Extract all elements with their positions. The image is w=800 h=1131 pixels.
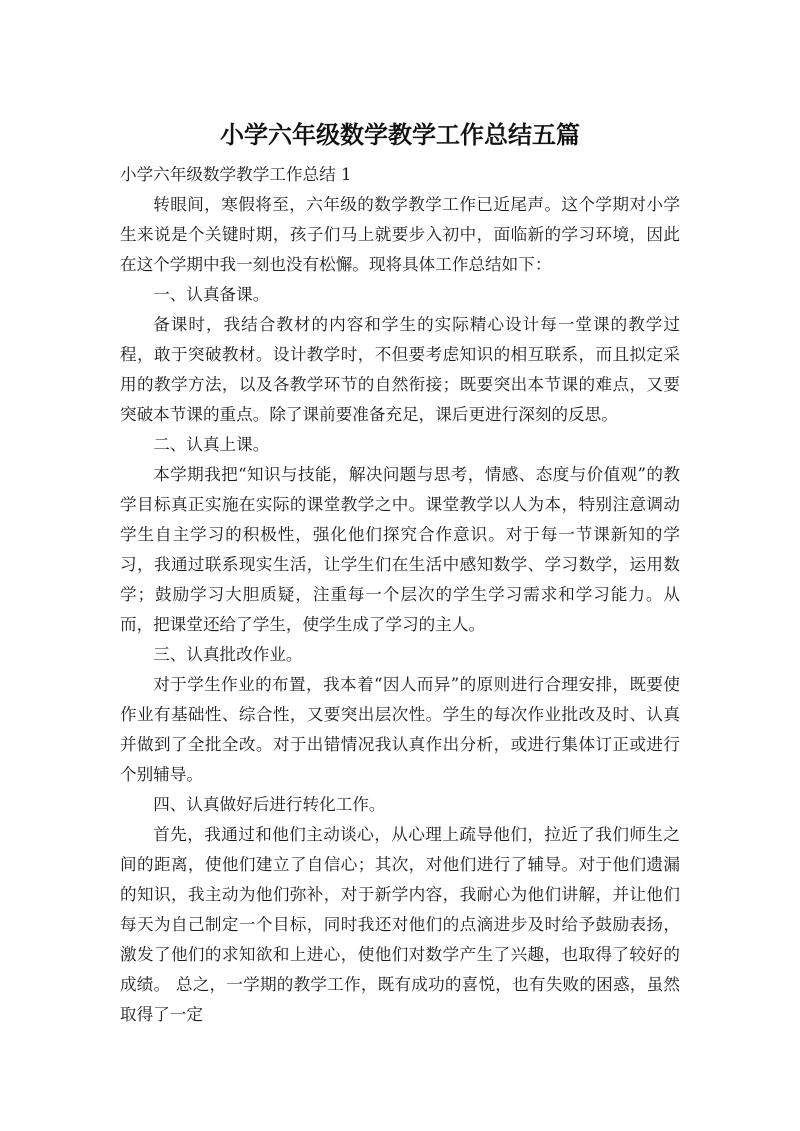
document-title: 小学六年级数学教学工作总结五篇 [220,121,580,149]
section-heading-summary-1: 小学六年级数学教学工作总结 1 [120,165,352,184]
paragraph-homework: 对于学生作业的布置，我本着“因人而异”的原则进行合理安排，既要使作业有基础性、综合性，又要突出层次性。学生的每次作业批改及时、认真并做到了全批全改。对于出错情况我认真作出分析，或进行集体订正或进行个别辅导。 [120,675,680,784]
paragraph-teaching: 本学期我把“知识与技能，解决问题与思考，情感、态度与价值观”的教学目标真正实施在实际的课堂教学之中。课堂教学以人为本，特别注意调动学生自主学习的积极性，强化他们探究合作意识。对于每一节课新知的学习，我通过联系现实生活，让学生们在生活中感知数学、学习数学，运用数学；鼓励学习大胆质疑，注重每一个层次的学生学习需求和学习能力。从而，把课堂还给了学生，使学生成了学习的主人。 [120,465,680,634]
heading-tutoring: 四、认真做好后进行转化工作。 [153,795,386,814]
heading-homework: 三、认真批改作业。 [153,645,303,664]
heading-lesson-prep: 一、认真备课。 [153,285,270,304]
paragraph-tutoring: 首先，我通过和他们主动谈心，从心理上疏导他们，拉近了我们师生之间的距离，使他们建立了自信心；其次，对他们进行了辅导。对于他们遗漏的知识，我主动为他们弥补，对于新学内容，我耐心为他们讲解，并让他们每天为自己制定一个目标，同时我还对他们的点滴进步及时给予鼓励表扬，激发了他们的求知欲和上进心，使他们对数学产生了兴趣，也取得了较好的成绩。 总之，一学期的教学工作，既有成功的喜悦，也有失败的困惑，虽然取得了一定 [120,825,680,1024]
document-body [120,160,680,1030]
paragraph-intro: 转眼间，寒假将至，六年级的数学教学工作已近尾声。这个学期对小学生来说是个关键时期，孩子们马上就要步入初中，面临新的学习环境，因此在这个学期中我一刻也没有松懈。现将具体工作总结如下： [120,195,680,274]
heading-teaching: 二、认真上课。 [153,435,270,454]
paragraph-lesson-prep: 备课时，我结合教材的内容和学生的实际精心设计每一堂课的教学过程，敢于突破教材。设计教学时，不但要考虑知识的相互联系，而且拟定采用的教学方法，以及各教学环节的自然衔接；既要突出本节课的难点，又要突破本节课的重点。除了课前要准备充足，课后更进行深刻的反思。 [120,315,680,424]
